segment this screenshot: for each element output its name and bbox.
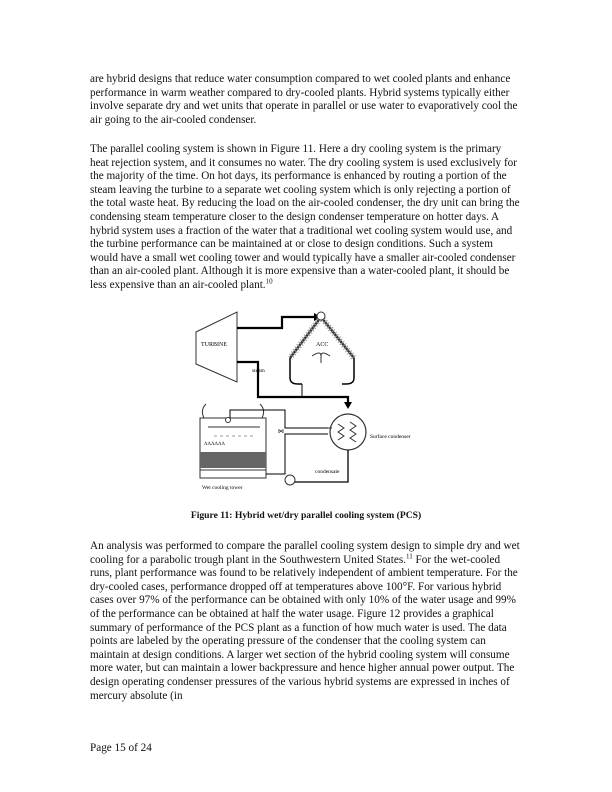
figure-pcs-diagram <box>190 300 440 500</box>
cold-water-line <box>266 434 328 474</box>
surface-condenser <box>328 414 366 450</box>
valve-symbol: ⋈ <box>278 429 284 435</box>
footnote-ref-10: 10 <box>265 277 273 286</box>
wet-cooling-tower-label: Wet cooling tower <box>202 485 243 491</box>
paragraph-analysis <box>90 540 522 703</box>
paragraph-intro: are hybrid designs that reduce water consumption compared to wet cooled plants and enhance performance in warm weather compared to dry-cooled plants. Hybrid systems typically either involve separate dry and wet units that operate in parallel or use water to evaporatively cool the air going to the air-cooled condenser. <box>90 73 518 126</box>
page-number: Page 15 of 24 <box>90 742 152 754</box>
arrow-to-condenser <box>344 402 352 409</box>
condensate-line <box>294 450 348 482</box>
condensate-pump <box>285 475 295 485</box>
steam-line-to-acc <box>237 317 320 328</box>
paragraph-parallel-cooling <box>90 143 522 293</box>
condensate-label: condensate <box>315 469 340 475</box>
wet-cooling-tower <box>200 404 266 478</box>
acc-drain-right <box>342 358 354 384</box>
acc-drain-left <box>290 358 302 384</box>
acc-unit <box>290 312 354 363</box>
steam-label: steam <box>252 368 265 374</box>
turbine-label: TURBINE <box>201 342 227 348</box>
paragraph-analysis-text-b: For the wet-cooled runs, plant performance was found to be relatively independent of ambient temperature. For the dry-cooled cases, performance dropped off at temperatures above 100°F. For various hybrid cases over 97% of the performance can be obtained with only 10% of the water usage and 99% of the performance can be obtained at half the water usage. Figure 12 provides a graphical summary of performance of the PCS plant as a function of how much water is used. The data points are labeled by the operating pressure of the condenser that the cooling system can maintain at design conditions. A larger wet section of the hybrid cooling system will consume more water, but can maintain a lower backpressure and hence higher annual power output. The design operating condenser pressures of the various hybrid systems are expressed in inches of mercury absolute (in <box>90 553 518 702</box>
figure-caption: Figure 11: Hybrid wet/dry parallel cooling system (PCS) <box>190 510 422 521</box>
footnote-ref-11: 11 <box>405 551 413 560</box>
svg-text:ʌʌʌʌʌʌ: ʌʌʌʌʌʌ <box>204 439 225 447</box>
surface-condenser-label: Surface condenser <box>370 434 411 440</box>
paragraph-analysis-text-a: An analysis was performed to compare the parallel cooling system design to simple dry and wet cooling for a parabolic trough plant in the Southwestern United States. <box>90 540 520 566</box>
acc-label: ACC <box>316 342 329 348</box>
paragraph-parallel-cooling-text: The parallel cooling system is shown in Figure 11. Here a dry cooling system is the primary heat rejection system, and it consumes no water. The dry cooling system is used exclusively for the majority of the time. On hot days, its performance is enhanced by routing a portion of the steam leaving the turbine to a separate wet cooling system which is only rejecting a portion of the total waste heat. By reducing the load on the air-cooled condenser, the dry unit can bring the condensing steam temperature closer to the design condenser temperature on hotter days. A hybrid system uses a fraction of the water that a traditional wet cooling system would use, and the turbine performance can be maintained at or close to design conditions. Such a system would have a small wet cooling tower and would typically have a smaller air-cooled condenser than an air-cooled plant. Although it is more expensive than a water-cooled plant, it should be less expensive than an air-cooled plant. <box>90 143 520 291</box>
